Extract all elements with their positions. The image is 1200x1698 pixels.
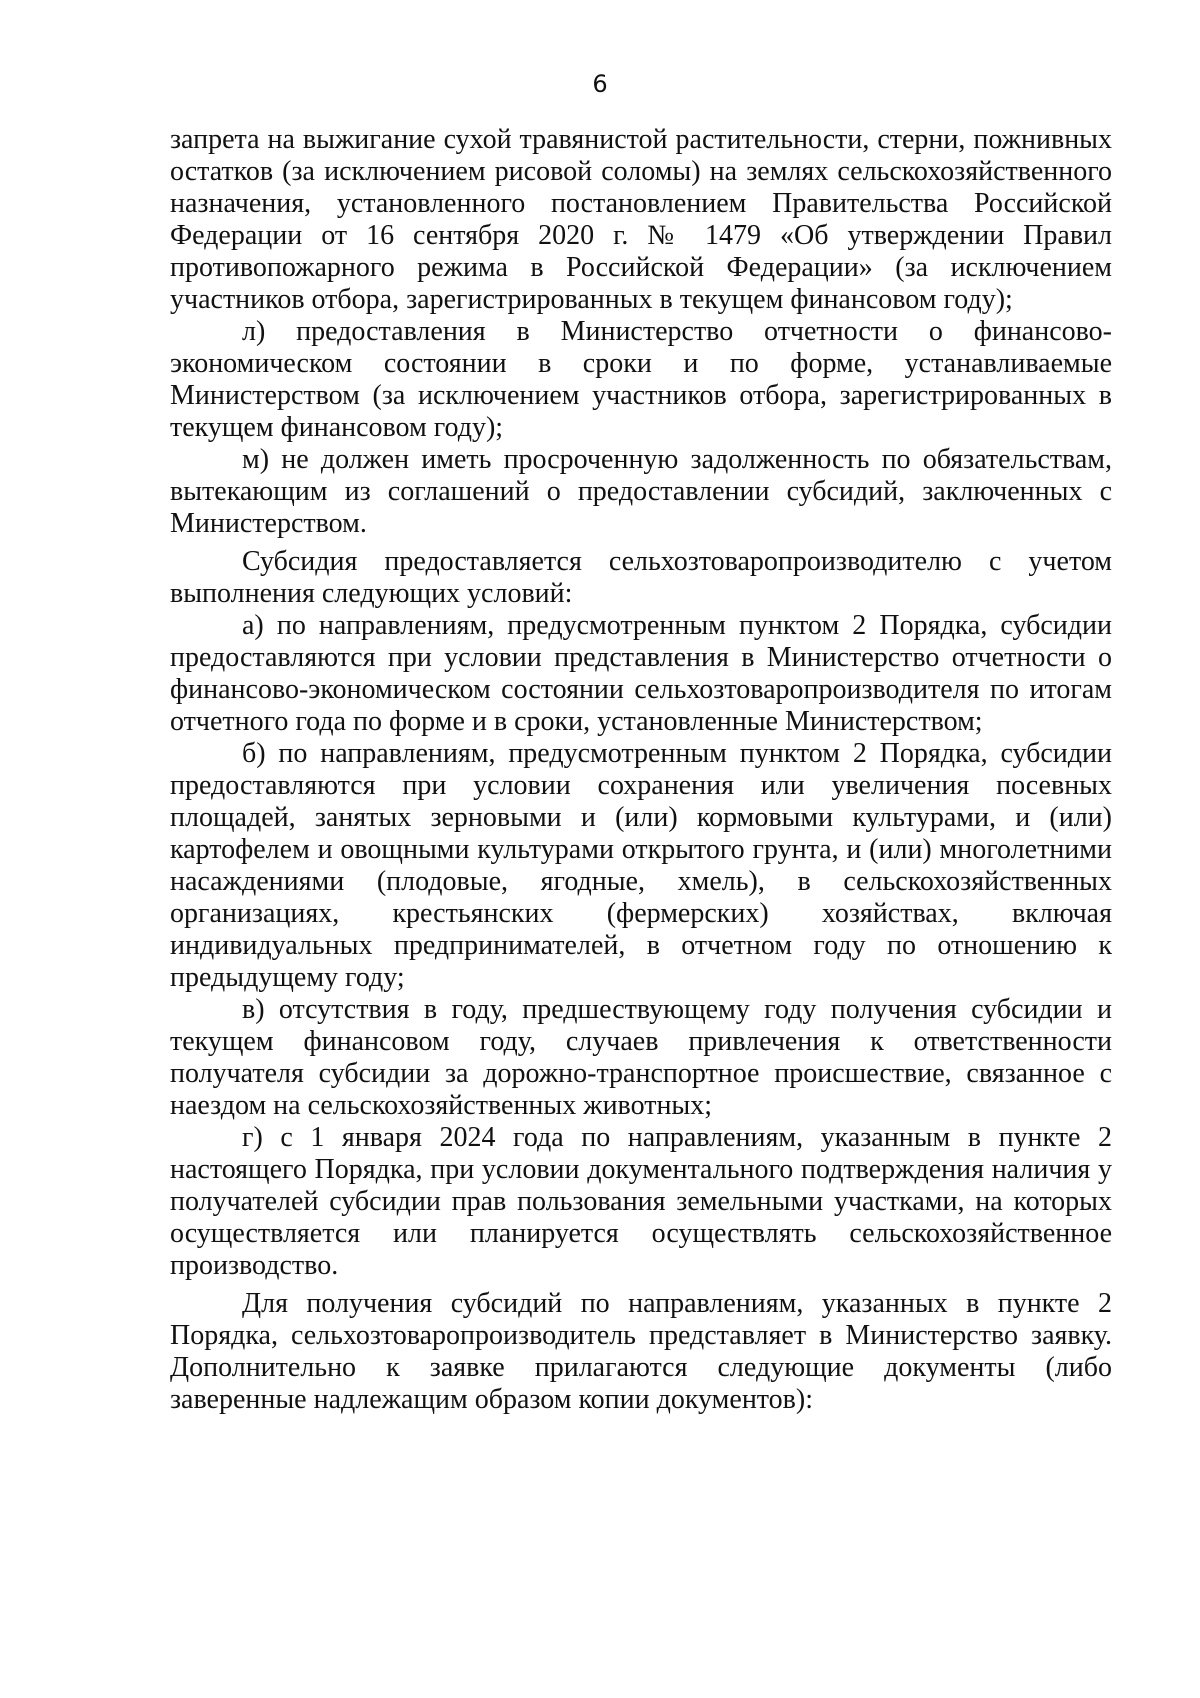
page-number: 6 [592,70,608,98]
paragraph-condition-g: г) с 1 января 2024 года по направлениям, указанным в пункте 2 настоящего Порядка, при условии документального подтверждения наличия у получателей субсидии прав пользования земельными участками, на которых осуществляется или планируется осуществлять сельскохозяйственное производство. [170,1122,1112,1281]
paragraph-condition-v: в) отсутствия в году, предшествующему году получения субсидии и текущем финансовом году, случаев привлечения к ответственности получателя субсидии за дорожно-транспортное происшествие, связанное с наездом на сельскохозяйственных животных; [170,994,1112,1121]
paragraph-item-m: м) не должен иметь просроченную задолженность по обязательствам, вытекающим из соглашений о предоставлении субсидий, заключенных с Министерством. [170,444,1112,539]
paragraph-application-documents: Для получения субсидий по направлениям, указанных в пункте 2 Порядка, сельхозтоваропроизводитель представляет в Министерство заявку. Дополнительно к заявке прилагаются следующие документы (либо заверенные надлежащим образом копии документов): [170,1288,1112,1415]
paragraph-subsidy-conditions: Субсидия предоставляется сельхозтоваропроизводителю с учетом выполнения следующих условий: [170,546,1112,609]
paragraph-continuation: запрета на выжигание сухой травянистой растительности, стерни, пожнивных остатков (за исключением рисовой соломы) на землях сельскохозяйственного назначения, установленного постановлением Правительства Российской Федерации от 16 сентября 2020 г. № 1479 «Об утверждении Правил противопожарного режима в Российской Федерации» (за исключением участников отбора, зарегистрированных в текущем финансовом году); [170,124,1112,315]
document-body [170,124,1112,1416]
paragraph-condition-b: б) по направлениям, предусмотренным пунктом 2 Порядка, субсидии предоставляются при условии сохранения или увеличения посевных площадей, занятых зерновыми и (или) кормовыми культурами, и (или) картофелем и овощными культурами открытого грунта, и (или) многолетними насаждениями (плодовые, ягодные, хмель), в сельскохозяйственных организациях, крестьянских (фермерских) хозяйствах, включая индивидуальных предпринимателей, в отчетном году по отношению к предыдущему году; [170,738,1112,993]
paragraph-item-l: л) предоставления в Министерство отчетности о финансово-экономическом состоянии в сроки и по форме, устанавливаемые Министерством (за исключением участников отбора, зарегистрированных в текущем финансовом году); [170,316,1112,443]
paragraph-condition-a: а) по направлениям, предусмотренным пунктом 2 Порядка, субсидии предоставляются при условии представления в Министерство отчетности о финансово-экономическом состоянии сельхозтоваропроизводителя по итогам отчетного года по форме и в сроки, установленные Министерством; [170,610,1112,737]
